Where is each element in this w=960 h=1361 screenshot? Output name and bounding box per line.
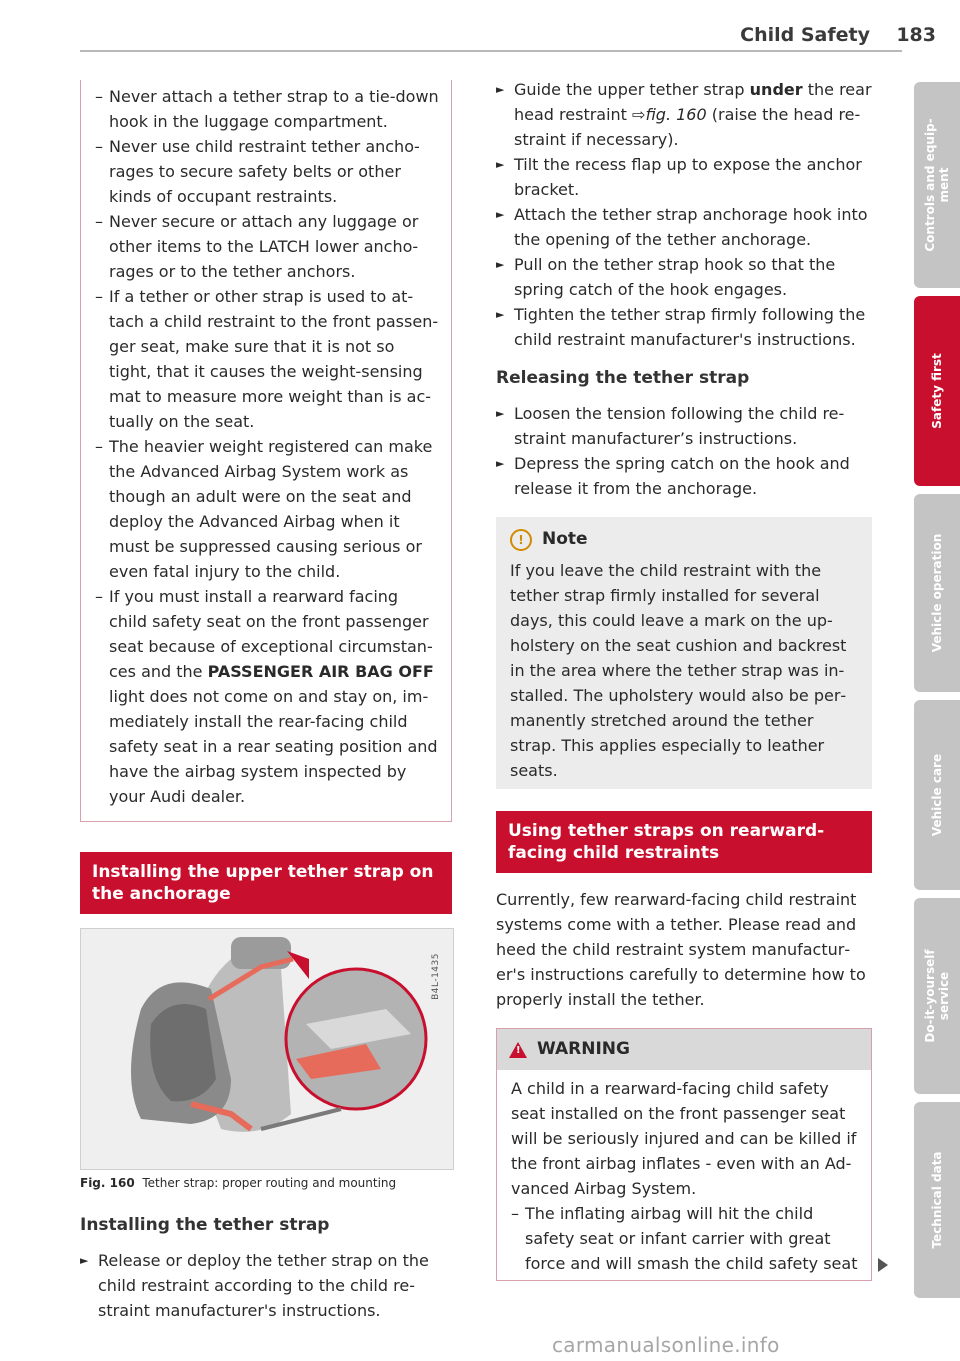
warning-triangle-icon: ! (509, 1042, 527, 1058)
tab-controls-and-equipment[interactable] (914, 82, 960, 288)
list-item: – The heavier weight registered can make the Advanced Airbag System work as though an adult were on the seat and deploy the Advanced Airbag when it must be suppressed causing serious or even fatal injury to the child. (95, 434, 439, 584)
tab-label: Technical data (930, 1151, 944, 1249)
bold-under: under (749, 80, 803, 99)
note-header (510, 517, 860, 558)
list-item: – If a tether or other strap is used to attach a child restraint to the front passenger seat, make sure that it is not so tight, that it causes the weight-sensing mat to measure more weight than is actually on the seat. (95, 284, 439, 434)
list-item: ► Loosen the tension following the child restraint manufacturer’s instructions. (496, 401, 872, 451)
release-heading: Releasing the tether strap (496, 368, 750, 388)
section-title-upper-tether: Installing the upper tether strap on the anchorage (80, 852, 452, 914)
tab-safety-first[interactable] (914, 296, 960, 486)
figure-caption (80, 1175, 452, 1191)
warning-box (496, 1028, 872, 1281)
list-item (496, 77, 872, 152)
release-steps (496, 401, 872, 501)
list-item: – Never use child restraint tether anchorages to secure safety belts or other kinds of occupant restraints. (95, 134, 439, 209)
text-span: the rear head restraint (514, 80, 872, 124)
tab-label: Controls and equip- ment (923, 118, 951, 252)
note-box (496, 517, 872, 789)
header-rule (80, 50, 902, 52)
tab-label: Safety first (930, 353, 944, 429)
tab-vehicle-operation[interactable] (914, 494, 960, 692)
warning-body (497, 1070, 871, 1280)
figure-id: B4L-1435 (431, 953, 441, 1000)
continued-arrow-icon (878, 1258, 888, 1272)
warning-header (497, 1029, 871, 1070)
list-item: ► Tighten the tether strap firmly following the child restraint manufacturer's instructions. (496, 302, 872, 352)
page-number: 183 (896, 24, 936, 46)
text-span: (raise the head restraint if necessary). (514, 105, 861, 149)
child-seat-illustration (81, 929, 453, 1169)
list-item: ► Depress the spring catch on the hook and release it from the anchorage. (496, 451, 872, 501)
warning-title: WARNING (537, 1039, 630, 1059)
warning-list (511, 1201, 859, 1276)
figure-reference-link[interactable]: ⇨fig. 160 (632, 105, 707, 124)
list-item: – The inflating airbag will hit the child safety seat or infant carrier with great force and will smash the child safety seat (511, 1201, 859, 1276)
rearward-intro-paragraph: Currently, few rearward-facing child restraint systems come with a tether. Please read and heed the child restraint system manufacturer's instructions carefully to determine how to properly install the tether. (496, 890, 866, 1009)
tab-do-it-yourself-service[interactable] (914, 898, 960, 1094)
tab-label: Vehicle operation (930, 533, 944, 653)
watermark: carmanualsonline.info (552, 1333, 780, 1357)
note-text: If you leave the child restraint with the tether strap firmly installed for several days, this could leave a mark on the upholstery on the seat cushion and backrest in the area where the tether strap was installed. The upholstery would also be permanently stretched around the tether strap. This applies especially to leather seats. (510, 561, 847, 780)
text-span: light does not come on and stay on, immediately install the rear-facing child safety seat in a rear seating position and have the airbag system inspected by your Audi dealer. (109, 687, 438, 806)
install-steps-right (496, 77, 872, 352)
list-item: – Never attach a tether strap to a tie-down hook in the luggage compartment. (95, 84, 439, 134)
list-item (95, 584, 439, 809)
note-title: Note (542, 529, 588, 549)
install-steps-left (80, 1248, 452, 1323)
text-span: Guide the upper tether strap (514, 80, 750, 99)
tab-label: Do-it-yourself service (923, 949, 951, 1043)
warning-list (95, 84, 439, 809)
text-span: If you must install a rearward facing child safety seat on the front passenger seat because of exceptional circumstances and the (109, 587, 433, 681)
info-circle-icon: ! (510, 529, 532, 551)
section-title-rearward-facing: Using tether straps on rearward-facing child restraints (496, 811, 872, 873)
list-item: ► Attach the tether strap anchorage hook into the opening of the tether anchorage. (496, 202, 872, 252)
list-item: – Never secure or attach any luggage or other items to the LATCH lower anchorages or to the tether anchors. (95, 209, 439, 284)
figure-tether-strap (80, 928, 454, 1170)
list-item: ► Release or deploy the tether strap on the child restraint according to the child restraint manufacturer's instructions. (80, 1248, 452, 1323)
list-item: ► Pull on the tether strap hook so that the spring catch of the hook engages. (496, 252, 872, 302)
right-column (496, 77, 872, 1281)
tab-label: Vehicle care (930, 753, 944, 837)
left-column (80, 80, 452, 1323)
running-header-section: Child Safety (740, 24, 870, 46)
tab-technical-data[interactable] (914, 1102, 960, 1298)
list-item: ► Tilt the recess flap up to expose the anchor bracket. (496, 152, 872, 202)
passenger-airbag-off-label: PASSENGER AIR BAG OFF (207, 662, 434, 681)
install-heading: Installing the tether strap (80, 1215, 330, 1235)
warning-continuation-box (80, 80, 452, 822)
tab-vehicle-care[interactable] (914, 700, 960, 890)
figure-caption-text: Tether strap: proper routing and mounting (142, 1176, 397, 1190)
warning-text: A child in a rearward-facing child safety seat installed on the front passenger seat will be seriously injured and can be killed if the front airbag inflates - even with an Advanced Airbag System. (511, 1079, 857, 1198)
figure-label: Fig. 160 (80, 1176, 135, 1190)
